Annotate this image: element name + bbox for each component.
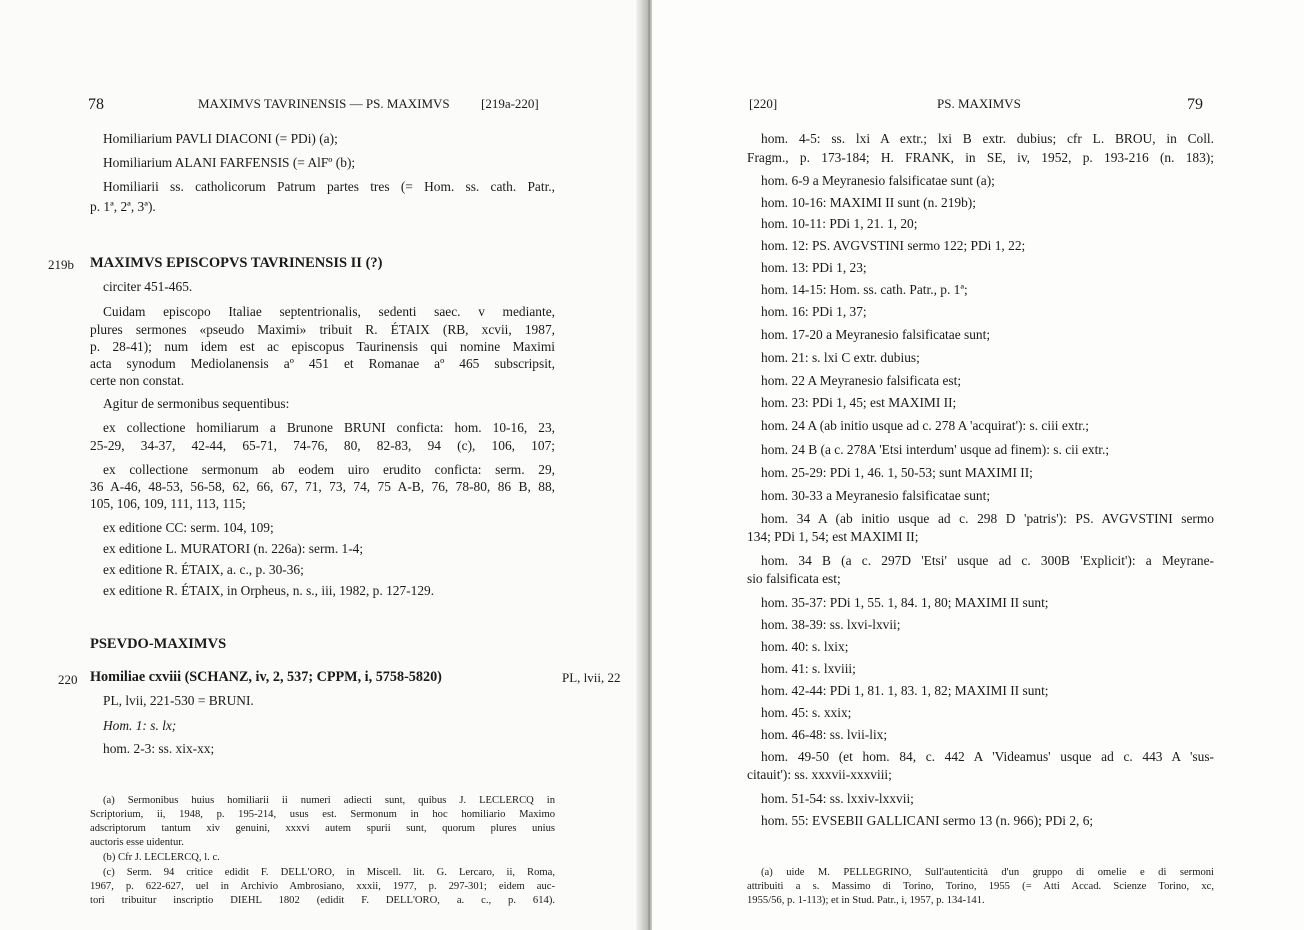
- text-line: hom. 30-33 a Meyranesio falsificatae sunt;: [761, 488, 991, 503]
- text-line: hom. 42-44: PDi 1, 81. 1, 83. 1, 82; MAXIMI II sunt;: [761, 683, 1049, 698]
- text-line: hom. 24 B (a c. 278A 'Etsi interdum' usque ad finem): s. cii extr.;: [761, 442, 1110, 457]
- left-page: [0, 0, 648, 930]
- right-range: [220]: [749, 96, 778, 111]
- footnote-line: 1967, p. 622-627, uel in Archivio Ambrosiano, xxxii, 1977, p. 297-301; eidem auc-: [90, 881, 555, 892]
- text-line: Agitur de sermonibus sequentibus:: [103, 396, 290, 411]
- footnote-line: (a) Sermonibus huius homiliarii ii numeri adiecti sunt, quibus J. LECLERCQ in: [103, 795, 555, 806]
- text-line: hom. 21: s. lxi C extr. dubius;: [761, 350, 920, 365]
- text-line: p. 1ª, 2ª, 3ª).: [90, 199, 156, 214]
- text-line: acta synodum Mediolanensis aº 451 et Romanae aº 465 subscripsit,: [90, 356, 555, 371]
- text-line: ex collectione sermonum ab eodem uiro erudito conficta: serm. 29,: [103, 462, 555, 477]
- text-line: p. 28-41); num idem est ac episcopus Taurinensis qui nomine Maximi: [90, 339, 555, 354]
- text-line: hom. 40: s. lxix;: [761, 639, 849, 654]
- text-line: hom. 12: PS. AVGVSTINI sermo 122; PDi 1, 22;: [761, 238, 1026, 253]
- text-line: ex collectione homiliarum a Brunone BRUNI conficta: hom. 10-16, 23,: [103, 420, 555, 435]
- text-line: ex editione L. MURATORI (n. 226a): serm. 1-4;: [103, 541, 364, 556]
- footnote-line: auctoris esse uidentur.: [90, 837, 184, 848]
- left-range: [219a-220]: [481, 96, 539, 111]
- margin-number: 219b: [48, 257, 74, 272]
- text-line: 36 A-46, 48-53, 56-58, 62, 66, 67, 71, 73, 74, 75 A-B, 76, 78-80, 86 B, 88,: [90, 479, 555, 494]
- text-line: hom. 14-15: Hom. ss. cath. Patr., p. 1ª;: [761, 282, 968, 297]
- text-line: sio falsificata est;: [747, 571, 841, 586]
- text-line: Fragm., p. 173-184; H. FRANK, in SE, iv, 1952, p. 193-216 (n. 183);: [747, 150, 1214, 165]
- side-reference: PL, lvii, 22: [562, 670, 621, 685]
- footnote-line: (c) Serm. 94 critice edidit F. DELL'ORO, in Miscell. lit. G. Lercaro, ii, Roma,: [103, 867, 555, 878]
- text-line: hom. 46-48: ss. lvii-lix;: [761, 727, 888, 742]
- text-line: hom. 38-39: ss. lxvi-lxvii;: [761, 617, 901, 632]
- footnote-line: (b) Cfr J. LECLERCQ, l. c.: [103, 852, 220, 863]
- text-line: Homiliarii ss. catholicorum Patrum partes tres (= Hom. ss. cath. Patr.,: [103, 179, 555, 194]
- text-line: certe non constat.: [90, 373, 185, 388]
- footnote-line: (a) uide M. PELLEGRINO, Sull'autenticità d'un gruppo di omelie e di sermoni: [761, 867, 1214, 878]
- text-line: hom. 10-11: PDi 1, 21. 1, 20;: [761, 216, 918, 231]
- margin-number: 220: [58, 672, 78, 687]
- right-running-head: PS. MAXIMVS: [937, 96, 1021, 111]
- text-line: hom. 17-20 a Meyranesio falsificatae sunt;: [761, 327, 991, 342]
- footnote-line: 1955/56, p. 1-113); et in Stud. Patr., i, 1957, p. 134-141.: [747, 895, 985, 906]
- text-line: Cuidam episcopo Italiae septentrionalis, sedenti saec. v mediante,: [103, 304, 555, 319]
- text-line: hom. 41: s. lxviii;: [761, 661, 856, 676]
- section-title: PSEVDO-MAXIMVS: [90, 636, 227, 652]
- footnote-line: attribuiti a s. Massimo di Torino, Torino, 1955 (= Atti Accad. Scienze Torino, xc,: [747, 881, 1214, 892]
- text-line: ex editione R. ÉTAIX, a. c., p. 30-36;: [103, 562, 304, 577]
- footnote-line: tori tribuitur inscriptio DIEHL 1802 (edidit F. DELL'ORO, a. c., p. 614).: [90, 895, 555, 906]
- text-line: citauit'): ss. xxxvii-xxxviii;: [747, 767, 892, 782]
- text-line: hom. 13: PDi 1, 23;: [761, 260, 867, 275]
- text-line: hom. 10-16: MAXIMI II sunt (n. 219b);: [761, 195, 976, 210]
- text-line: 105, 106, 109, 111, 113, 115;: [90, 496, 246, 511]
- text-line: hom. 34 B (a c. 297D 'Etsi' usque ad c. 300B 'Explicit'): a Meyrane-: [761, 553, 1214, 568]
- text-line: ex editione R. ÉTAIX, in Orpheus, n. s., iii, 1982, p. 127-129.: [103, 583, 435, 598]
- left-page-number: 78: [88, 96, 104, 113]
- footnote-line: adscriptorum tantum xiv genuini, xxxvi autem spurii sunt, quorum plures unius: [90, 823, 555, 834]
- text-line: 134; PDi 1, 54; est MAXIMI II;: [747, 529, 919, 544]
- text-line: 25-29, 34-37, 42-44, 65-71, 74-76, 80, 82-83, 94 (c), 106, 107;: [90, 438, 555, 453]
- text-line: hom. 16: PDi 1, 37;: [761, 304, 867, 319]
- right-page-number: 79: [1187, 96, 1203, 113]
- text-line: hom. 55: EVSEBII GALLICANI sermo 13 (n. 966); PDi 2, 6;: [761, 813, 1094, 828]
- text-line: Homiliarium ALANI FARFENSIS (= AlFº (b);: [103, 155, 356, 170]
- text-line: PL, lvii, 221-530 = BRUNI.: [103, 693, 254, 708]
- text-line: hom. 45: s. xxix;: [761, 705, 852, 720]
- text-line: hom. 49-50 (et hom. 84, c. 442 A 'Videamus' usque ad c. 443 A 'sus-: [761, 749, 1214, 764]
- section-title: Homiliae cxviii (SCHANZ, iv, 2, 537; CPPM, i, 5758-5820): [90, 669, 442, 685]
- left-running-head: MAXIMVS TAVRINENSIS — PS. MAXIMVS: [198, 96, 450, 111]
- text-line: plures sermones «pseudo Maximi» tribuit R. ÉTAIX (RB, xcvii, 1987,: [90, 322, 555, 337]
- text-line: circiter 451-465.: [103, 279, 193, 294]
- text-line: ex editione CC: serm. 104, 109;: [103, 520, 274, 535]
- text-line: hom. 2-3: ss. xix-xx;: [103, 741, 215, 756]
- text-line: hom. 24 A (ab initio usque ad c. 278 A 'acquirat'): s. ciii extr.;: [761, 418, 1090, 433]
- text-line: hom. 23: PDi 1, 45; est MAXIMI II;: [761, 395, 957, 410]
- text-line: hom. 34 A (ab initio usque ad c. 298 D 'patris'): PS. AVGVSTINI sermo: [761, 511, 1214, 526]
- text-line: Homiliarium PAVLI DIACONI (= PDi) (a);: [103, 131, 338, 146]
- text-line: hom. 4-5: ss. lxi A extr.; lxi B extr. dubius; cfr L. BROU, in Coll.: [761, 131, 1214, 146]
- text-line: hom. 35-37: PDi 1, 55. 1, 84. 1, 80; MAXIMI II sunt;: [761, 595, 1049, 610]
- footnote-line: Scriptorium, ii, 1948, p. 195-214, usus est. Sermonum in hoc homiliario Maximo: [90, 809, 555, 820]
- text-line: hom. 22 A Meyranesio falsificata est;: [761, 373, 962, 388]
- text-line: hom. 6-9 a Meyranesio falsificatae sunt (a);: [761, 173, 995, 188]
- text-line: hom. 51-54: ss. lxxiv-lxxvii;: [761, 791, 914, 806]
- text-line: hom. 25-29: PDi 1, 46. 1, 50-53; sunt MAXIMI II;: [761, 465, 1033, 480]
- text-line: Hom. 1: s. lx;: [103, 718, 177, 733]
- section-title: MAXIMVS EPISCOPVS TAVRINENSIS II (?): [90, 255, 383, 271]
